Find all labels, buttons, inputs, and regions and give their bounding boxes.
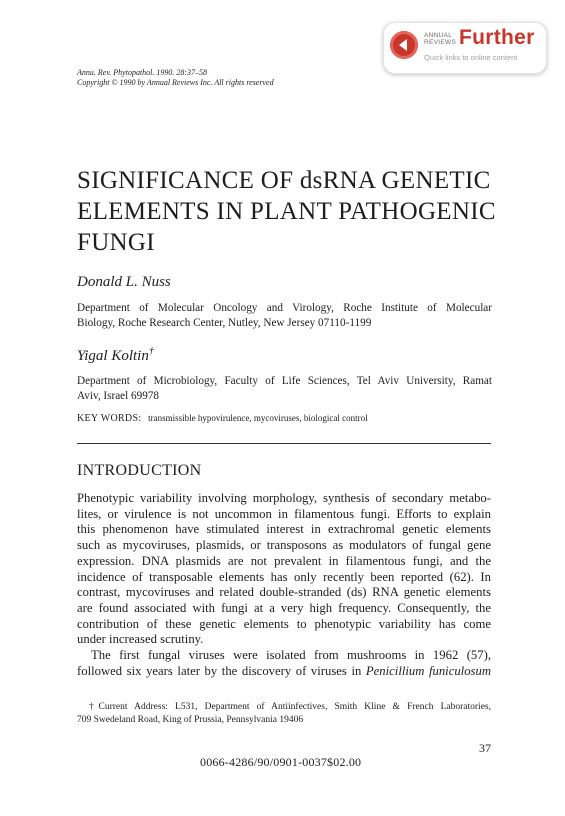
section-heading: INTRODUCTION	[77, 462, 202, 479]
paragraph-1-line: under increased scrutiny.	[77, 632, 204, 647]
paragraph-1-line: incidence of transposable elements has only recently been reported (62). In	[77, 569, 491, 584]
paragraph-1-line: this phenomenon have stimulated interest in extrachromal genetic elements	[77, 522, 491, 537]
citation-line-1: Annu. Rev. Phytopathol. 1990. 28:37–58	[77, 68, 208, 77]
article-title	[77, 165, 517, 258]
paragraph-2-line-2-text: followed six years later by the discovery of viruses in	[77, 663, 366, 678]
author-name-1: Donald L. Nuss	[77, 274, 171, 290]
author-name-2	[77, 346, 154, 365]
paragraph-1-line: contribution of these genetic elements to phenotypic variability has come	[77, 616, 491, 631]
species-name: Penicillium funiculosum	[365, 663, 491, 678]
paragraph-2-line-1: The first fungal viruses were isolated from mushrooms in 1962 (57),	[91, 648, 491, 663]
affiliation-2-line-2: Aviv, Israel 69978	[77, 390, 160, 402]
paragraph-2	[77, 648, 491, 679]
further-tagline: Quick links to online content	[424, 53, 518, 62]
play-back-icon	[390, 31, 418, 59]
paragraph-1-line: expression. DNA plasmids are not prevalent in filamentous fungi, and the	[77, 553, 491, 568]
price-code: 0066-4286/90/0901-0037$02.00	[200, 755, 362, 769]
journal-citation	[77, 68, 274, 88]
author-affiliation-1	[77, 301, 492, 331]
annual-reviews-logo-text: ANNUAL REVIEWS	[424, 32, 457, 46]
footnote	[77, 701, 491, 727]
affiliation-2-line-1: Department of Microbiology, Faculty of Life Sciences, Tel Aviv University, Ramat	[77, 375, 492, 387]
affiliation-1-line-2: Biology, Roche Research Center, Nutley, New Jersey 07110-1199	[77, 317, 372, 329]
author-2-name-text: Yigal Koltin	[77, 348, 149, 364]
keywords-label: KEY WORDS:	[77, 413, 142, 424]
keywords-terms: transmissible hypovirulence, mycoviruses, biological control	[148, 413, 368, 423]
paragraph-1-line: are found associated with fungi at a very high frequency. Consequently, the	[77, 600, 491, 615]
page-number: 37	[479, 741, 491, 755]
further-badge[interactable]	[383, 22, 547, 74]
paragraph-2-line-2	[77, 664, 491, 680]
footnote-line-1: †Current Address: L531, Department of Antiinfectives, Smith Kline & French Laboratories,	[89, 702, 491, 712]
title-line-2: ELEMENTS IN PLANT PATHOGENIC	[77, 198, 496, 225]
copyright-line: Copyright © 1990 by Annual Reviews Inc. All rights reserved	[77, 78, 274, 87]
keywords	[77, 413, 368, 424]
author-affiliation-2	[77, 374, 492, 404]
further-label: Further	[459, 26, 535, 49]
footnote-line-2: 709 Swedeland Road, King of Prussia, Pennsylvania 19406	[77, 715, 304, 725]
section-divider	[77, 443, 491, 444]
paragraph-1-line: contrast, mycoviruses and related double-stranded (ds) RNA genetic elements	[77, 585, 491, 600]
paragraph-1	[77, 491, 491, 648]
body-text	[77, 491, 491, 679]
title-line-3: FUNGI	[77, 229, 155, 256]
title-line-1: SIGNIFICANCE OF dsRNA GENETIC	[77, 167, 491, 194]
paragraph-1-line: such as mycoviruses, plasmids, or transposons as modulators of fungal gene	[77, 538, 491, 553]
dagger-mark: †	[148, 346, 154, 357]
affiliation-1-line-1: Department of Molecular Oncology and Virology, Roche Institute of Molecular	[77, 302, 492, 314]
paragraph-1-line: lites, or virulence is not uncommon in filamentous fungi. Efforts to explain	[77, 506, 491, 521]
paragraph-1-line: Phenotypic variability involving morphology, synthesis of secondary metabo-	[77, 491, 491, 505]
